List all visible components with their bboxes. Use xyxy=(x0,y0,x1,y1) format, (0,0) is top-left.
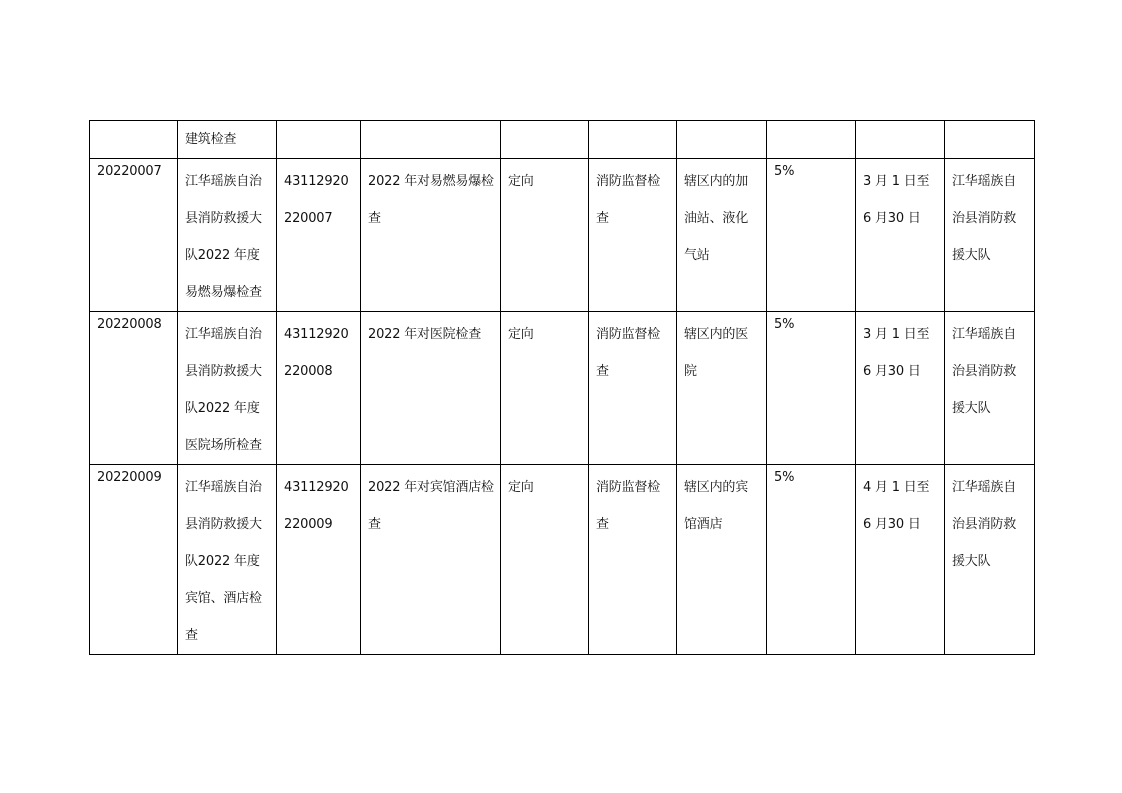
cell-scope xyxy=(677,465,767,655)
cell-name xyxy=(178,121,277,159)
plan-id: 20220009 xyxy=(97,470,162,485)
cell-name xyxy=(178,465,277,655)
plan-mode: 定向 xyxy=(508,174,534,189)
cell-id xyxy=(90,465,178,655)
plan-name: 江华瑶族自治县消防救援大队2022 年度医院场所检查 xyxy=(185,327,262,453)
cell-period xyxy=(856,465,945,655)
cell-code xyxy=(277,159,361,312)
plan-scope: 辖区内的宾馆酒店 xyxy=(684,480,749,532)
cell-type xyxy=(589,312,677,465)
plan-period: 3 月 1 日至 6 月30 日 xyxy=(863,327,930,379)
cell-org xyxy=(945,159,1035,312)
cell-org xyxy=(945,121,1035,159)
cell-task xyxy=(361,159,501,312)
plan-org: 江华瑶族自治县消防救援大队 xyxy=(952,174,1017,263)
continued-row xyxy=(90,121,1035,159)
plan-period: 3 月 1 日至 6 月30 日 xyxy=(863,174,930,226)
cell-code xyxy=(277,465,361,655)
cell-ratio xyxy=(767,312,856,465)
plan-code: 43112920220007 xyxy=(284,174,349,226)
cell-period xyxy=(856,312,945,465)
plan-org: 江华瑶族自治县消防救援大队 xyxy=(952,327,1017,416)
plan-ratio: 5% xyxy=(774,470,795,485)
cell-type xyxy=(589,159,677,312)
cell-ratio xyxy=(767,121,856,159)
plan-type: 消防监督检查 xyxy=(596,480,661,532)
table-row xyxy=(90,312,1035,465)
plan-mode: 定向 xyxy=(508,327,534,342)
table-row xyxy=(90,465,1035,655)
inspection-plan-table xyxy=(89,120,1035,655)
cell-code xyxy=(277,312,361,465)
cell-ratio xyxy=(767,465,856,655)
plan-name: 江华瑶族自治县消防救援大队2022 年度宾馆、酒店检查 xyxy=(185,480,262,643)
cell-task xyxy=(361,312,501,465)
plan-task: 2022 年对宾馆酒店检查 xyxy=(368,480,494,532)
name-tail-text: 建筑检查 xyxy=(185,132,237,147)
plan-ratio: 5% xyxy=(774,317,795,332)
cell-name xyxy=(178,312,277,465)
cell-mode xyxy=(501,159,589,312)
cell-ratio xyxy=(767,159,856,312)
plan-ratio: 5% xyxy=(774,164,795,179)
plan-type: 消防监督检查 xyxy=(596,327,661,379)
plan-scope: 辖区内的加油站、液化气站 xyxy=(684,174,749,263)
plan-org: 江华瑶族自治县消防救援大队 xyxy=(952,480,1017,569)
cell-id xyxy=(90,312,178,465)
plan-id: 20220007 xyxy=(97,164,162,179)
plan-name: 江华瑶族自治县消防救援大队2022 年度易燃易爆检查 xyxy=(185,174,262,300)
cell-scope xyxy=(677,121,767,159)
cell-org xyxy=(945,465,1035,655)
table-row xyxy=(90,159,1035,312)
plan-id: 20220008 xyxy=(97,317,162,332)
plan-period: 4 月 1 日至 6 月30 日 xyxy=(863,480,930,532)
cell-period xyxy=(856,159,945,312)
plan-scope: 辖区内的医院 xyxy=(684,327,749,379)
cell-name xyxy=(178,159,277,312)
cell-mode xyxy=(501,465,589,655)
cell-task xyxy=(361,465,501,655)
cell-id xyxy=(90,121,178,159)
cell-type xyxy=(589,465,677,655)
cell-code xyxy=(277,121,361,159)
plan-code: 43112920220009 xyxy=(284,480,349,532)
plan-task: 2022 年对易燃易爆检查 xyxy=(368,174,494,226)
plan-code: 43112920220008 xyxy=(284,327,349,379)
cell-id xyxy=(90,159,178,312)
cell-task xyxy=(361,121,501,159)
cell-mode xyxy=(501,312,589,465)
cell-period xyxy=(856,121,945,159)
cell-type xyxy=(589,121,677,159)
cell-org xyxy=(945,312,1035,465)
cell-mode xyxy=(501,121,589,159)
plan-type: 消防监督检查 xyxy=(596,174,661,226)
plan-mode: 定向 xyxy=(508,480,534,495)
cell-scope xyxy=(677,159,767,312)
cell-scope xyxy=(677,312,767,465)
plan-task: 2022 年对医院检查 xyxy=(368,327,482,342)
